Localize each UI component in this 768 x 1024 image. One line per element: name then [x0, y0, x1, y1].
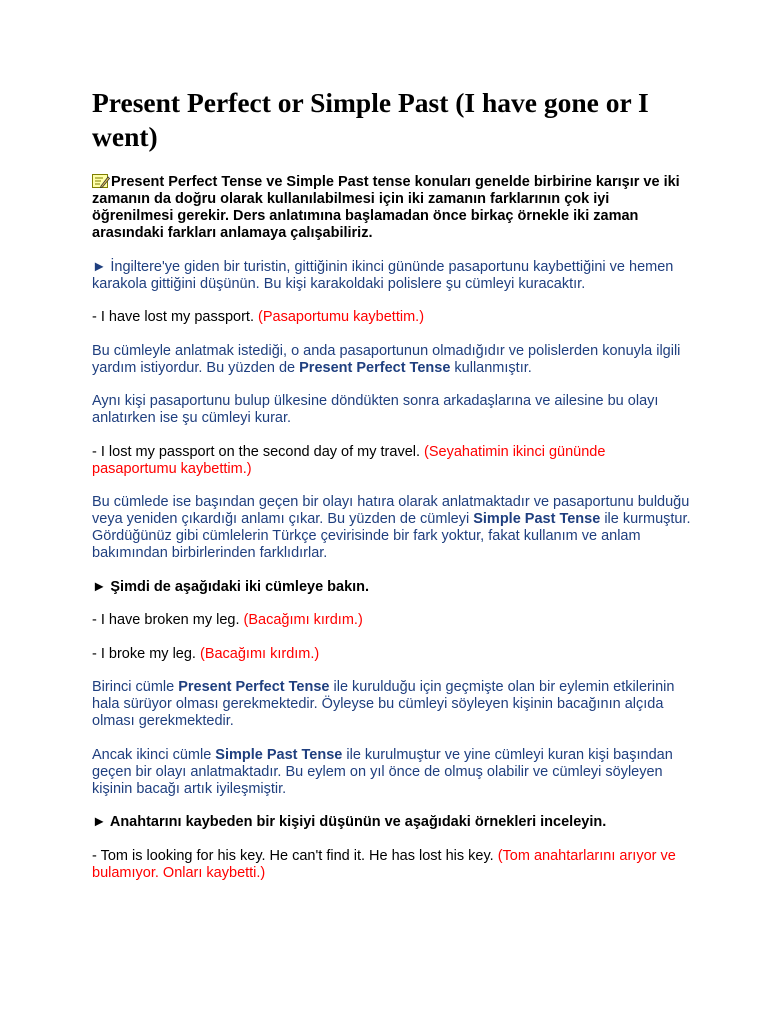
document-page [92, 86, 692, 898]
paragraph-text: ile kurmuştur. Gördüğünüz gibi cümlelerin Türkçe çevirisinde bir fark yoktur, fakat kullanım ve anlam bakımından birbirlerinden farklıdırlar. [92, 511, 691, 561]
example-sentence-5 [92, 848, 692, 882]
example-translation: (Bacağımı kırdım.) [199, 645, 320, 662]
paragraph-explanation-present-perfect [92, 343, 692, 377]
example-sentence-1 [92, 309, 692, 326]
example-english: - Tom is looking for his key. He can't find it. He has lost his key. [92, 847, 494, 864]
example-sentence-4 [92, 646, 692, 663]
paragraph-text: Bu cümleyle anlatmak istediği, o anda pasaportunun olmadığıdır ve polislerden konuyla ilgili yardım istiyordur. Bu yüzden de [92, 342, 681, 376]
example-english: - I have lost my passport. [92, 309, 254, 325]
section-heading-lost-key: ► Anahtarını kaybeden bir kişiyi düşünün ve aşağıdaki örnekleri inceleyin. [92, 814, 607, 830]
intro-paragraph [92, 174, 692, 242]
tense-name-highlight: Simple Past Tense [215, 746, 343, 763]
example-english: - I have broken my leg. [92, 612, 240, 628]
paragraph-explanation-simple-past [92, 494, 692, 562]
paragraph-text: Birinci cümle [92, 679, 175, 695]
paragraph-text: kullanmıştır. [454, 359, 532, 376]
tense-name-highlight: Present Perfect Tense [299, 359, 451, 376]
example-translation: (Tom anahtarlarını arıyor ve bulamıyor. Onları kaybetti.) [92, 847, 676, 881]
example-translation: (Pasaportumu kaybettim.) [258, 309, 425, 325]
paragraph-second-sentence-analysis [92, 747, 692, 798]
tense-name-highlight: Simple Past Tense [473, 511, 601, 527]
paragraph-text: ile kurulmuştur ve yine cümleyi kuran kişi başından geçen bir olayı anlatmaktadır. Bu eylem on yıl önce de olmuş olabilir ve cümleyi söyleyen kişinin bacağı artık iyileşmiştir. [92, 746, 673, 797]
paragraph-tourist-scenario: ► İngiltere'ye giden bir turistin, gittiğinin ikinci gününde pasaportunu kaybettiğini ve hemen karakola gittiğini düşünün. Bu kişi karakoldaki polislere şu cümleyi kuracaktır. [92, 258, 674, 292]
paragraph-first-sentence-analysis [92, 679, 692, 730]
example-sentence-2 [92, 444, 692, 478]
page-title: Present Perfect or Simple Past (I have gone or I went) [92, 87, 649, 152]
tense-name-highlight: Present Perfect Tense [178, 679, 330, 695]
paragraph-text: Ancak ikinci cümle [92, 746, 212, 763]
note-pencil-icon [92, 174, 110, 188]
example-translation: (Seyahatimin ikinci gününde pasaportumu kaybettim.) [92, 443, 606, 477]
paragraph-return-scenario: Aynı kişi pasaportunu bulup ülkesine döndükten sonra arkadaşlarına ve ailesine bu olayı anlatırken ise şu cümleyi kurar. [92, 393, 659, 426]
intro-text: Present Perfect Tense ve Simple Past tense konuları genelde birbirine karışır ve iki zamanın da doğru olarak kullanılabilmesi için iki zamanın farklarının çok iyi öğrenilmesi gerekir. Ders anlatımına başlamadan önce birkaç örnekle iki zaman arasındaki farkları anlamaya çalışabiliriz. [92, 174, 680, 241]
example-english: - I lost my passport on the second day of my travel. [92, 443, 421, 460]
example-sentence-3 [92, 612, 692, 629]
paragraph-text: Bu cümlede ise başından geçen bir olayı hatıra olarak anlatmaktadır ve pasaportunu bulduğu veya yeniden çıkardığı anlamı çıkar. Bu yüzden de cümleyi [92, 494, 690, 527]
example-english: - I broke my leg. [92, 645, 196, 662]
section-heading-two-sentences: ► Şimdi de aşağıdaki iki cümleye bakın. [92, 578, 370, 595]
example-translation: (Bacağımı kırdım.) [243, 612, 363, 628]
paragraph-text: ile kurulduğu için geçmişte olan bir eylemin etkilerinin hala sürüyor olması gerekmektedir. Öyleyse bu cümleyi söyleyen kişinin bacağının alçıda olması gerekmektedir. [92, 679, 675, 729]
